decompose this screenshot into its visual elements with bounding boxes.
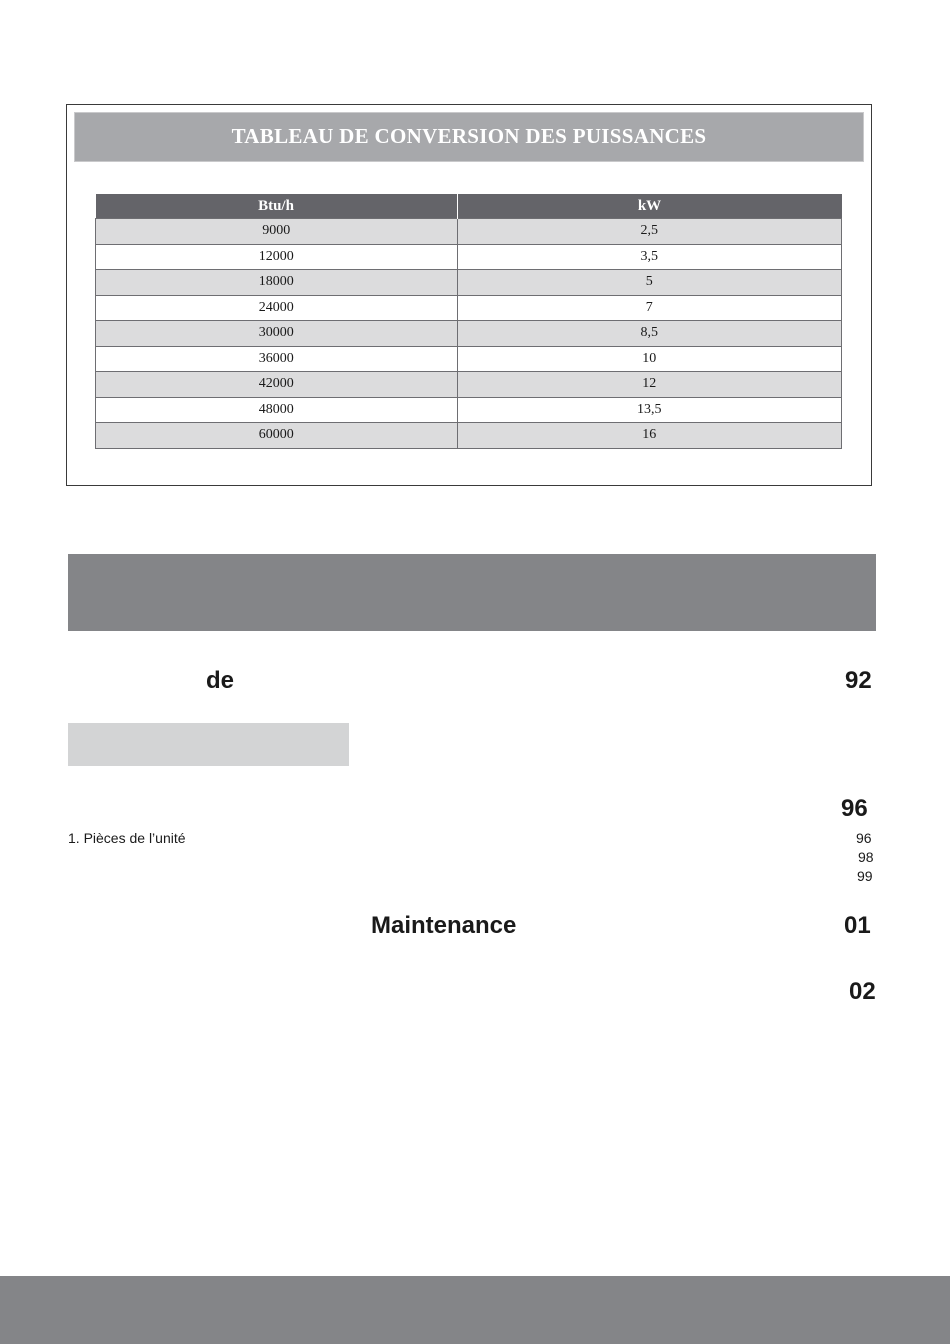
cell-kw: 7 bbox=[457, 295, 842, 321]
subsection-banner bbox=[68, 723, 349, 766]
table-row bbox=[96, 346, 842, 372]
table-row bbox=[96, 244, 842, 270]
toc-sub-2-page: 98 bbox=[858, 849, 874, 865]
cell-kw: 8,5 bbox=[457, 321, 842, 347]
table-row bbox=[96, 321, 842, 347]
table-row bbox=[96, 219, 842, 245]
cell-btu: 30000 bbox=[96, 321, 458, 347]
cell-kw: 3,5 bbox=[457, 244, 842, 270]
footer-band bbox=[0, 1276, 950, 1344]
table-row bbox=[96, 397, 842, 423]
toc-entry-1-page: 92 bbox=[845, 667, 872, 694]
toc-sub-3-page: 99 bbox=[857, 868, 873, 884]
cell-kw: 5 bbox=[457, 270, 842, 296]
cell-kw: 2,5 bbox=[457, 219, 842, 245]
column-header-kw: kW bbox=[457, 194, 842, 219]
toc-entry-3-label: Maintenance bbox=[371, 912, 517, 939]
cell-btu: 12000 bbox=[96, 244, 458, 270]
toc-sub-1-page: 96 bbox=[856, 830, 872, 846]
conversion-table-title: TABLEAU DE CONVERSION DES PUISSANCES bbox=[74, 112, 864, 162]
cell-btu: 36000 bbox=[96, 346, 458, 372]
table-row bbox=[96, 295, 842, 321]
table-row bbox=[96, 270, 842, 296]
cell-kw: 13,5 bbox=[457, 397, 842, 423]
toc-sub-1-label: 1. Pièces de l’unité bbox=[68, 830, 186, 846]
cell-btu: 42000 bbox=[96, 372, 458, 398]
cell-btu: 48000 bbox=[96, 397, 458, 423]
table-body bbox=[96, 219, 842, 449]
table-row bbox=[96, 372, 842, 398]
table-row bbox=[96, 423, 842, 449]
cell-kw: 16 bbox=[457, 423, 842, 449]
table-header-row bbox=[96, 194, 842, 219]
toc-entry-1-word: de bbox=[206, 667, 235, 694]
toc-entry-2-page: 96 bbox=[841, 795, 868, 822]
toc-entry-3-page: 01 bbox=[844, 912, 871, 939]
column-header-btu: Btu/h bbox=[96, 194, 458, 219]
cell-btu: 24000 bbox=[96, 295, 458, 321]
conversion-table-frame bbox=[66, 104, 872, 486]
cell-kw: 12 bbox=[457, 372, 842, 398]
cell-kw: 10 bbox=[457, 346, 842, 372]
toc-entry-4-page: 02 bbox=[849, 978, 876, 1005]
section-banner bbox=[68, 554, 876, 631]
cell-btu: 9000 bbox=[96, 219, 458, 245]
cell-btu: 18000 bbox=[96, 270, 458, 296]
cell-btu: 60000 bbox=[96, 423, 458, 449]
conversion-table bbox=[95, 194, 842, 449]
